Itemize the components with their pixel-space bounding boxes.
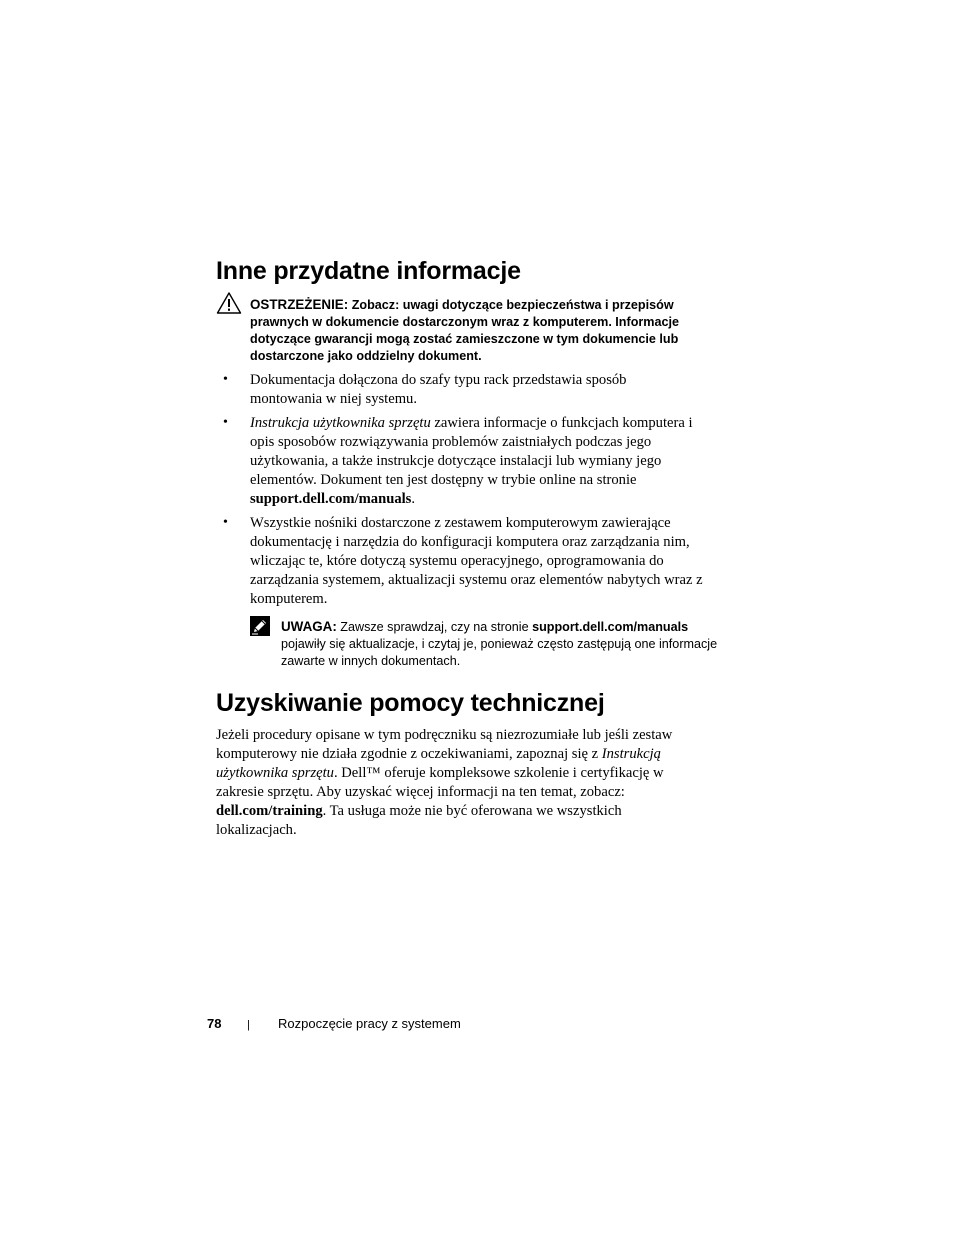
list-item xyxy=(250,414,715,509)
support-link[interactable]: support.dell.com/manuals xyxy=(532,620,689,634)
list-item-text: zawiera informacje o funkcjach komputera i opis sposobów rozwiązywania problemów zaistniałych podczas jego użytkowania, a także instrukcje dotyczące instalacji lub wymiany jego elementów. Dokument ten jest dostępny w trybie online na stronie xyxy=(250,415,693,488)
paragraph-text: . Ta usługa może nie być oferowana we wszystkich lokalizacjach. xyxy=(216,803,622,838)
paragraph-text: . Dell™ oferuje kompleksowe szkolenie i certyfikację w zakresie sprzętu. Aby uzyskać więcej informacji na ten temat, zobacz: xyxy=(216,765,664,800)
note-text-end: pojawiły się aktualizacje, i czytaj je, ponieważ często zastępują one informacje zawarte w innych dokumentach. xyxy=(281,637,718,668)
note-label: UWAGA: xyxy=(281,619,337,634)
page-number: 78 xyxy=(207,1016,222,1031)
training-link[interactable]: dell.com/training xyxy=(216,803,323,819)
support-paragraph xyxy=(216,726,696,840)
list-item-end: . xyxy=(411,491,416,507)
list-item xyxy=(250,514,720,609)
paragraph-text: Jeżeli procedury opisane w tym podręczniku są niezrozumiałe lub jeśli zestaw komputerowy nie działa zgodnie z oczekiwaniami, zapoznaj się z xyxy=(216,727,673,762)
chapter-title: Rozpoczęcie pracy z systemem xyxy=(278,1016,461,1031)
footer-separator: | xyxy=(247,1019,250,1031)
bullet-marker: • xyxy=(223,515,228,530)
warning-label: OSTRZEŻENIE: xyxy=(250,297,349,312)
note xyxy=(281,618,721,670)
section-heading-other-info: Inne przydatne informacje xyxy=(216,257,521,285)
list-item-text: Wszystkie nośniki dostarczone z zestawem komputerowym zawierające dokumentację i narzędzia do konfiguracji komputera oraz zarządzania nim, wliczając te, które dotyczą systemu operacyjnego, oprogramowania do zarządzania systemem, aktualizacji systemu oraz elementów nabytych wraz z komputerem. xyxy=(250,515,703,607)
warning-text: Zobacz: uwagi dotyczące bezpieczeństwa i przepisów prawnych w dokumencie dostarczonym wraz z komputerem. Informacje dotyczące gwarancji mogą zostać zamieszczone w tym dokumencie lub dostarczone jako oddzielny dokument. xyxy=(250,298,679,363)
document-title: Instrukcja użytkownika sprzętu xyxy=(250,415,431,431)
note-text: Zawsze sprawdzaj, czy na stronie xyxy=(336,620,533,634)
bullet-marker: • xyxy=(223,415,228,430)
support-link[interactable]: support.dell.com/manuals xyxy=(250,491,412,507)
document-title: Instrukcją użytkownika sprzętu xyxy=(216,746,661,781)
warning-note xyxy=(250,296,720,365)
warning-triangle-icon xyxy=(216,291,242,315)
list-item xyxy=(250,371,680,409)
bullet-marker: • xyxy=(223,372,228,387)
section-heading-tech-support: Uzyskiwanie pomocy technicznej xyxy=(216,689,605,717)
list-item-text: Dokumentacja dołączona do szafy typu rack przedstawia sposób montowania w niej systemu. xyxy=(250,372,627,407)
note-pencil-icon xyxy=(250,616,270,636)
